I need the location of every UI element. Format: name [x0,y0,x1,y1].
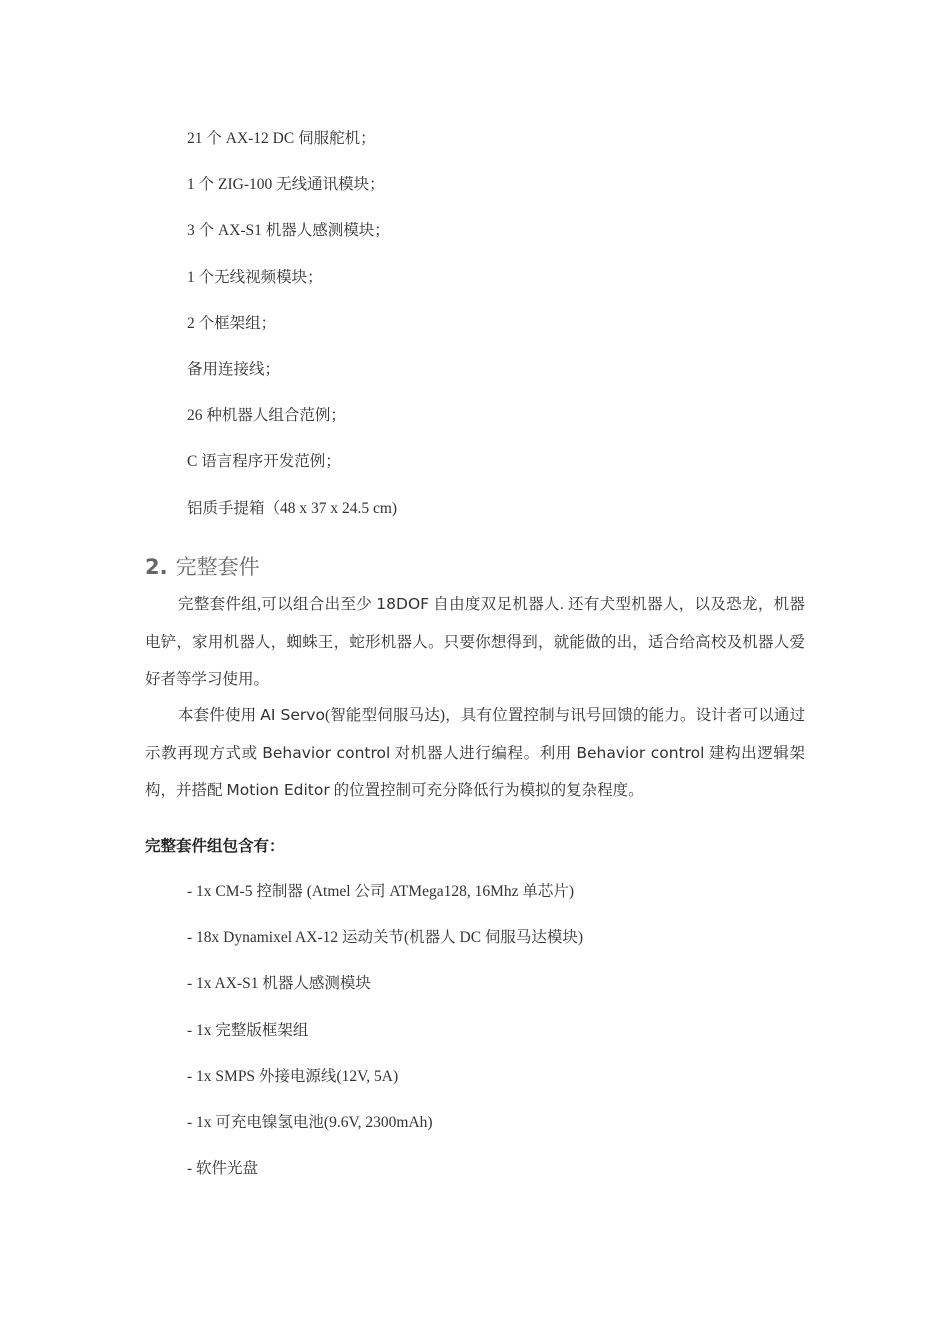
list-item: - 1x 可充电镍氢电池(9.6V, 2300mAh) [187,1113,433,1131]
section-heading [145,552,260,582]
paragraph-text: 本套件使用 [178,707,261,724]
list-item: 3 个 AX-S1 机器人感测模块； [187,222,390,240]
list-item: - 18x Dynamixel AX-12 运动关节(机器人 DC 伺服马达模块) [187,929,584,947]
list-item: C 语言程序开发范例； [187,453,341,471]
paragraph-term: AI Servo [260,706,325,724]
paragraph-text: 完整套件组,可以组合出至少 [178,596,377,613]
list-item: - 1x CM-5 控制器 (Atmel 公司 ATMega128, 16Mhz 单芯片) [187,883,575,900]
paragraph-term: Behavior control [262,743,391,762]
list-item: - 1x AX-S1 机器人感测模块 [187,975,371,993]
component-list [187,128,397,544]
paragraph-term: 18DOF [376,595,430,613]
paragraph-text: (智能型伺服马达)，具有位置控制与讯号回馈的能力。设计者可以通过示教再现方式或 [145,707,805,762]
section-title: 完整套件 [175,555,260,579]
kit-contents-heading: 完整套件组包含有： [145,838,285,855]
list-item: 备用连接线； [187,360,281,378]
paragraph-term: Behavior control [576,743,705,762]
paragraph-text: 建构出逻辑架构，并搭配 [145,744,805,799]
list-item: - 1x SMPS 外接电源线(12V, 5A) [187,1067,399,1085]
paragraph-term: Motion Editor [226,781,330,799]
list-item: 铝质手提箱（48 x 37 x 24.5 cm) [187,499,398,517]
kit-contents-list [187,881,583,1204]
list-item: 26 种机器人组合范例； [187,407,346,425]
list-item: 1 个 ZIG-100 无线通讯模块； [187,176,385,194]
list-item: 1 个无线视频模块； [187,268,323,286]
list-item: 21 个 AX-12 DC 伺服舵机； [187,130,376,147]
list-item: 2 个框架组； [187,314,277,332]
paragraph-text: 自由度双足机器人. 还有犬型机器人，以及恐龙，机器电铲，家用机器人，蜘蛛王，蛇形机器人。只要你想得到，就能做的出，适合给高校及机器人爱好者等学习使用。 [145,596,805,688]
paragraph-text: 的位置控制可充分降低行为模拟的复杂程度。 [329,782,644,799]
section-number: 2. [145,555,168,579]
paragraph-text: 对机器人进行编程。利用 [390,744,577,762]
list-item: - 软件光盘 [187,1160,259,1178]
list-item: - 1x 完整版框架组 [187,1021,309,1039]
servo-paragraph [145,697,805,810]
intro-paragraph [145,586,805,699]
